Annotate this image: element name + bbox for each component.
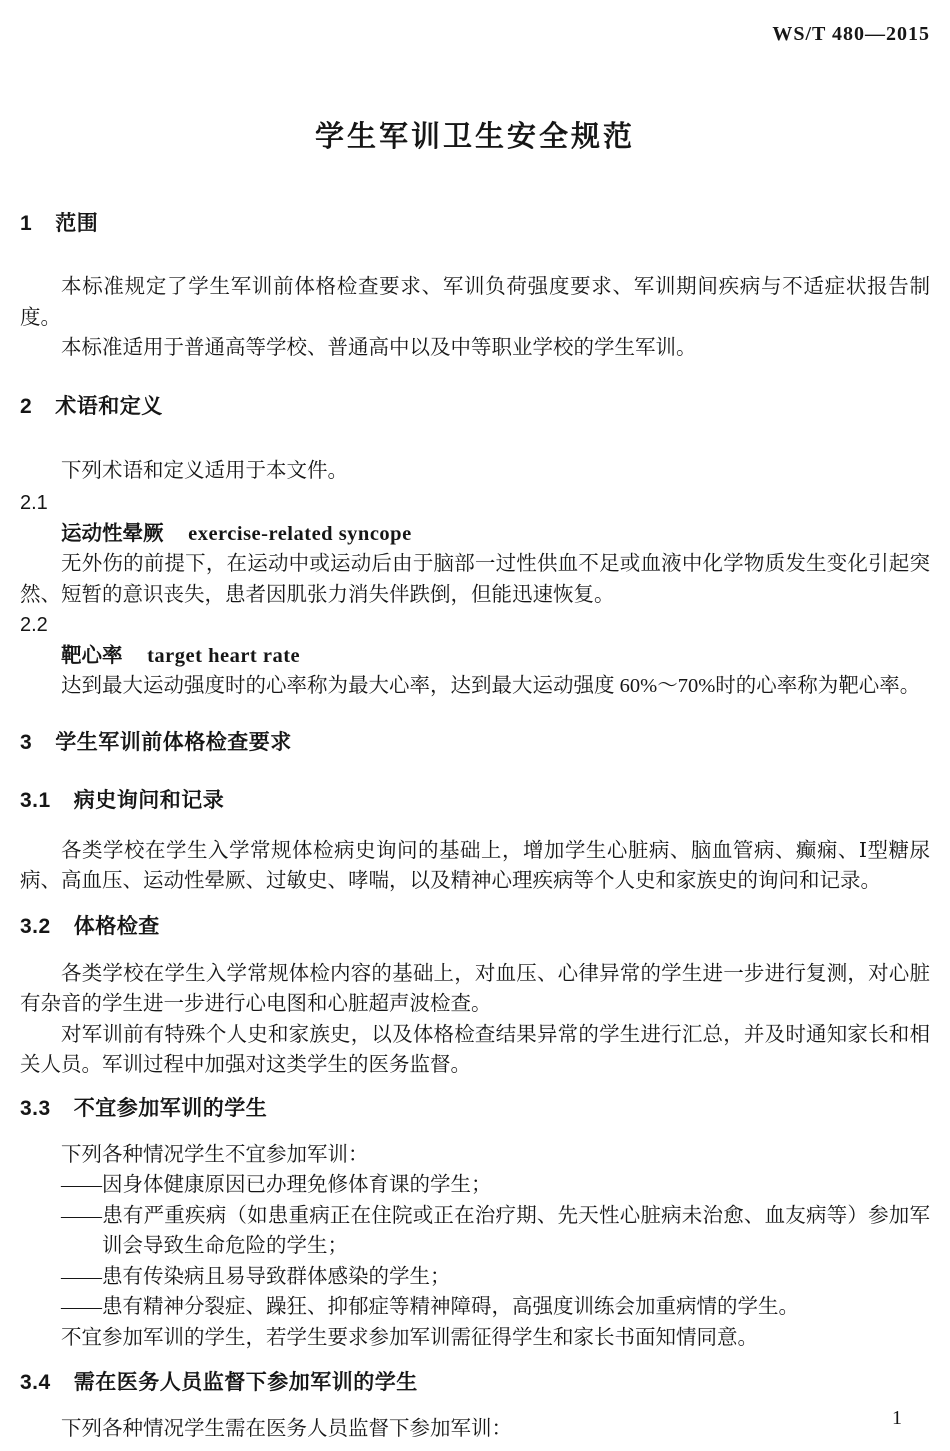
section-3-2-number: 3.2	[20, 914, 51, 938]
term-2-2-number: 2.2	[20, 614, 48, 636]
section-1-heading	[20, 210, 930, 238]
term-2-2-name	[20, 641, 930, 672]
section-3-3-label: 不宜参加军训的学生	[73, 1096, 268, 1120]
unsuitable-item-1: ——因身体健康原因已办理免修体育课的学生；	[61, 1174, 492, 1196]
page-number: 1	[892, 1407, 902, 1429]
document-body	[20, 210, 930, 1445]
term-2-1-name	[20, 519, 930, 550]
document-title: 学生军训卫生安全规范	[314, 121, 635, 153]
section-3-2-heading	[20, 913, 930, 941]
scope-paragraph-1: 本标准规定了学生军训前体格检查要求、军训负荷强度要求、军训期间疾病与不适症状报告制度。	[20, 276, 930, 329]
section-3-1-heading	[20, 787, 930, 815]
section-3-1-number: 3.1	[20, 788, 51, 812]
section-3-heading	[20, 729, 930, 757]
section-2-number: 2	[20, 394, 33, 418]
history-inquiry-paragraph: 各类学校在学生入学常规体检病史询问的基础上，增加学生心脏病、脑血管病、癫痫、Ⅰ型糖尿病、高血压、运动性晕厥、过敏史、哮喘，以及精神心理疾病等个人史和家族史的询问和记录。	[20, 839, 930, 892]
section-3-4-label: 需在医务人员监督下参加军训的学生	[73, 1371, 418, 1394]
section-3-3-number: 3.3	[20, 1096, 51, 1120]
scope-paragraph-2: 本标准适用于普通高等学校、普通高中以及中等职业学校的学生军训。	[61, 337, 697, 359]
section-2-label: 术语和定义	[55, 394, 163, 418]
unsuitable-item-4: ——患有精神分裂症、躁狂、抑郁症等精神障碍，高强度训练会加重病情的学生。	[61, 1296, 799, 1318]
section-3-2-label: 体格检查	[73, 914, 160, 938]
section-3-label: 学生军训前体格检查要求	[55, 730, 292, 754]
section-1-number: 1	[20, 212, 33, 235]
supervised-intro: 下列各种情况学生需在医务人员监督下参加军训：	[61, 1418, 512, 1440]
section-1-label: 范围	[55, 212, 99, 235]
term-2-1-en: exercise-related syncope	[188, 522, 412, 545]
term-2-2-en: target heart rate	[147, 644, 301, 667]
section-3-4-number: 3.4	[20, 1371, 51, 1394]
doc-header	[0, 0, 950, 46]
unsuitable-item-3: ——患有传染病且易导致群体感染的学生；	[61, 1265, 451, 1288]
term-2-2-zh: 靶心率	[61, 643, 123, 667]
unsuitable-consent-note: 不宜参加军训的学生，若学生要求参加军训需征得学生和家长书面知情同意。	[61, 1326, 758, 1349]
unsuitable-item-2: ——患有严重疾病（如患重病正在住院或正在治疗期、先天性心脏病未治愈、血友病等）参加军训会导致生命危险的学生；	[61, 1204, 930, 1257]
term-2-1-number: 2.1	[20, 492, 48, 514]
standard-number: WS/T 480—2015	[772, 23, 930, 45]
terms-intro: 下列术语和定义适用于本文件。	[61, 459, 348, 482]
section-3-number: 3	[20, 730, 33, 754]
physical-exam-paragraph-2: 对军训前有特殊个人史和家族史，以及体格检查结果异常的学生进行汇总，并及时通知家长和相关人员。军训过程中加强对这类学生的医务监督。	[20, 1023, 930, 1076]
section-3-1-label: 病史询问和记录	[73, 788, 225, 812]
section-3-3-heading	[20, 1095, 930, 1123]
term-2-1-zh: 运动性晕厥	[61, 521, 164, 545]
physical-exam-paragraph-1: 各类学校在学生入学常规体检内容的基础上，对血压、心律异常的学生进一步进行复测，对心脏有杂音的学生进一步进行心电图和心脏超声波检查。	[20, 962, 930, 1015]
section-3-4-heading	[20, 1369, 930, 1397]
section-2-heading	[20, 393, 930, 421]
term-2-1-definition: 无外伤的前提下，在运动中或运动后由于脑部一过性供血不足或血液中化学物质发生变化引起突然、短暂的意识丧失，患者因肌张力消失伴跌倒，但能迅速恢复。	[20, 553, 930, 606]
term-2-2-definition: 达到最大运动强度时的心率称为最大心率，达到最大运动强度 60%～70%时的心率称为靶心率。	[61, 675, 921, 697]
unsuitable-intro: 下列各种情况学生不宜参加军训：	[61, 1143, 369, 1166]
